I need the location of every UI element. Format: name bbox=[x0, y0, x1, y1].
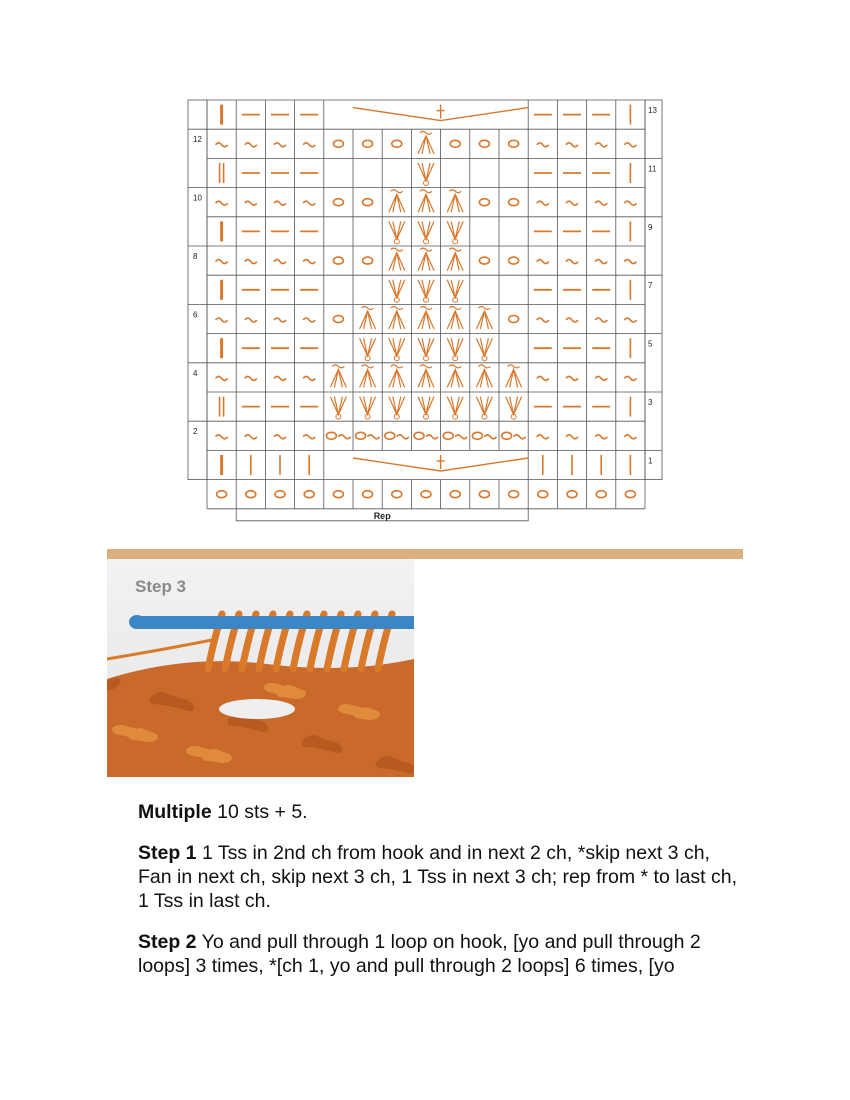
chart-tilde-mark bbox=[303, 143, 315, 147]
chart-chain-mark bbox=[479, 491, 489, 498]
chart-fan-down-mark bbox=[360, 338, 376, 356]
chart-row-label-right: 1 bbox=[648, 456, 653, 466]
chart-row-label-left: 6 bbox=[193, 310, 198, 320]
chart-fan-down-mark bbox=[360, 397, 376, 415]
step1-paragraph bbox=[138, 841, 748, 913]
chart-row-label-left: 10 bbox=[193, 193, 202, 203]
chart-chain-mark bbox=[363, 491, 373, 498]
chart-fan-up-mark bbox=[447, 311, 463, 329]
chart-tilde-mark bbox=[624, 318, 636, 322]
divider-bar bbox=[107, 549, 743, 559]
chart-chain-mark bbox=[479, 257, 489, 264]
chart-chain-mark bbox=[217, 491, 227, 498]
chart-row-label-right: 13 bbox=[648, 106, 657, 115]
chart-chain-mark bbox=[509, 140, 519, 147]
chart-fan-down-mark bbox=[389, 280, 405, 298]
chart-fan-up-mark bbox=[478, 365, 490, 368]
chart-fan-up-mark bbox=[389, 194, 405, 212]
chart-fan-down-mark bbox=[418, 221, 434, 239]
chart-tilde-mark bbox=[566, 143, 578, 147]
chart-fan-down-mark bbox=[447, 338, 463, 356]
chart-chain-mark bbox=[509, 257, 519, 264]
chart-fan-up-mark bbox=[391, 248, 403, 251]
chart-tilde-mark bbox=[514, 435, 526, 439]
chart-fan-up-mark bbox=[447, 253, 463, 271]
chart-chain-mark bbox=[443, 432, 453, 439]
chart-tilde-mark bbox=[624, 260, 636, 264]
chart-tilde-mark bbox=[624, 201, 636, 205]
chart-tilde-mark bbox=[245, 260, 257, 264]
chart-tilde-mark bbox=[274, 318, 286, 322]
chart-tilde-mark bbox=[245, 376, 257, 380]
chart-fan-up-mark bbox=[447, 194, 463, 212]
chart-fan-up-mark bbox=[418, 136, 434, 154]
step1-label: Step 1 bbox=[138, 842, 197, 864]
chart-fan-up-mark bbox=[418, 253, 434, 271]
chart-fan-up-mark bbox=[391, 190, 403, 193]
chart-fan-down-mark bbox=[447, 221, 463, 239]
chart-chain-mark bbox=[333, 491, 343, 498]
chart-chain-mark bbox=[625, 491, 635, 498]
chart-chain-mark bbox=[509, 199, 519, 206]
chart-tilde-mark bbox=[566, 435, 578, 439]
chart-chain-mark bbox=[450, 140, 460, 147]
chart-row-label-left: 8 bbox=[193, 252, 198, 261]
chart-chain-mark bbox=[275, 491, 285, 498]
chart-fan-up-mark bbox=[420, 365, 432, 368]
chart-tilde-mark bbox=[566, 376, 578, 380]
chart-fan-up-mark bbox=[420, 248, 432, 251]
chart-tilde-mark bbox=[338, 435, 350, 439]
chart-chain-mark bbox=[304, 491, 314, 498]
chart-chain-mark bbox=[479, 140, 489, 147]
chart-tilde-mark bbox=[245, 201, 257, 205]
chart-fan-up-mark bbox=[476, 311, 492, 329]
chart-row-label-right: 9 bbox=[648, 222, 653, 232]
chart-fan-up-mark bbox=[391, 365, 403, 368]
chart-fan-up-mark bbox=[391, 307, 403, 310]
chart-tilde-mark bbox=[595, 201, 607, 205]
chart-chain-mark bbox=[502, 432, 512, 439]
chart-tilde-mark bbox=[303, 435, 315, 439]
chart-tilde-mark bbox=[274, 201, 286, 205]
chart-chain-mark bbox=[333, 199, 343, 206]
chart-chain-mark bbox=[392, 140, 402, 147]
chart-tilde-mark bbox=[484, 435, 496, 439]
step-photo-image bbox=[107, 559, 414, 777]
chart-fan-up-mark bbox=[447, 369, 463, 387]
chart-tilde-mark bbox=[216, 435, 228, 439]
chart-tilde-mark bbox=[397, 435, 409, 439]
chart-fan-down-mark bbox=[418, 338, 434, 356]
chart-chain-mark bbox=[363, 199, 373, 206]
chart-fan-up-mark bbox=[449, 248, 461, 251]
chart-tilde-mark bbox=[566, 201, 578, 205]
chart-fan-up-mark bbox=[418, 194, 434, 212]
multiple-paragraph bbox=[138, 800, 748, 824]
chart-chain-mark bbox=[414, 432, 424, 439]
multiple-text: 10 sts + 5. bbox=[217, 801, 308, 823]
chart-fan-down-mark bbox=[330, 397, 346, 415]
chart-fan-down-mark bbox=[506, 397, 522, 415]
chart-chain-mark bbox=[333, 140, 343, 147]
step2-paragraph bbox=[138, 930, 748, 978]
chart-tilde-mark bbox=[216, 201, 228, 205]
chart-tilde-mark bbox=[595, 143, 607, 147]
chart-fan-up-mark bbox=[420, 307, 432, 310]
chart-chain-mark bbox=[450, 491, 460, 498]
chart-tilde-mark bbox=[216, 260, 228, 264]
chart-tilde-mark bbox=[426, 435, 438, 439]
chart-chain-mark bbox=[363, 140, 373, 147]
chart-fan-up-mark bbox=[478, 307, 490, 310]
chart-fan-up-mark bbox=[449, 307, 461, 310]
chart-chain-mark bbox=[509, 491, 519, 498]
chart-fan-down-mark bbox=[476, 397, 492, 415]
chart-fan-down-mark bbox=[389, 397, 405, 415]
chart-fan-up-mark bbox=[449, 190, 461, 193]
chart-fan-up-mark bbox=[418, 369, 434, 387]
chart-tilde-mark bbox=[566, 318, 578, 322]
chart-tilde-mark bbox=[245, 318, 257, 322]
chart-tilde-mark bbox=[537, 435, 549, 439]
chart-row-label-left: 2 bbox=[193, 427, 198, 437]
chart-fan-up-mark bbox=[330, 369, 346, 387]
chart-tilde-mark bbox=[595, 376, 607, 380]
chart-chain-mark bbox=[479, 199, 489, 206]
chart-chain-mark bbox=[538, 491, 548, 498]
chart-row-label-left: 4 bbox=[193, 368, 198, 378]
chart-fan-up-mark bbox=[389, 253, 405, 271]
chart-tilde-mark bbox=[595, 435, 607, 439]
chart-tilde-mark bbox=[274, 435, 286, 439]
step2-text: Yo and pull through 1 loop on hook, [yo and pull through 2 loops] 3 times, *[ch 1, yo and pull through 2 loops] 6 times, [yo bbox=[138, 931, 701, 977]
chart-row-label-left: 12 bbox=[193, 135, 202, 145]
chart-fan-up-mark bbox=[506, 369, 522, 387]
chart-fan-up-mark bbox=[508, 365, 520, 368]
chart-tilde-mark bbox=[595, 318, 607, 322]
chart-row-label-right: 7 bbox=[648, 281, 653, 291]
chart-tilde-mark bbox=[303, 318, 315, 322]
chart-tilde-mark bbox=[537, 318, 549, 322]
chart-tilde-mark bbox=[274, 376, 286, 380]
step1-text: 1 Tss in 2nd ch from hook and in next 2 ch, *skip next 3 ch, Fan in next ch, skip next 3 ch, 1 Tss in next 3 ch; rep from * to last ch, 1 Tss in last ch. bbox=[138, 842, 738, 912]
chart-chain-mark bbox=[472, 432, 482, 439]
chart-tilde-mark bbox=[245, 435, 257, 439]
chart-chain-mark bbox=[326, 432, 336, 439]
chart-row-label-right: 11 bbox=[648, 164, 657, 174]
chart-chain-mark bbox=[246, 491, 256, 498]
chart-fan-down-mark bbox=[418, 397, 434, 415]
chart-repeat-label: Rep bbox=[373, 510, 391, 521]
chart-chain-mark bbox=[333, 316, 343, 323]
chart-fan-down-mark bbox=[476, 338, 492, 356]
chart-fan-down-mark bbox=[389, 221, 405, 239]
chart-row-label-right: 5 bbox=[648, 339, 653, 349]
chart-fan-up-mark bbox=[420, 131, 432, 134]
chart-chain-mark bbox=[333, 257, 343, 264]
chart-tilde-mark bbox=[303, 260, 315, 264]
chart-chain-mark bbox=[509, 316, 519, 323]
chart-tilde-mark bbox=[595, 260, 607, 264]
chart-tilde-mark bbox=[537, 260, 549, 264]
chart-tilde-mark bbox=[624, 143, 636, 147]
chart-tilde-mark bbox=[216, 318, 228, 322]
chart-tilde-mark bbox=[216, 376, 228, 380]
chart-fan-up-mark bbox=[389, 369, 405, 387]
chart-fan-up-mark bbox=[389, 311, 405, 329]
chart-tilde-mark bbox=[537, 143, 549, 147]
chart-fan-up-mark bbox=[449, 365, 461, 368]
step-photo bbox=[107, 559, 414, 777]
chart-tilde-mark bbox=[624, 435, 636, 439]
stitch-chart-svg bbox=[185, 97, 665, 527]
chart-tilde-mark bbox=[624, 376, 636, 380]
chart-fan-up-mark bbox=[418, 311, 434, 329]
chart-fan-up-mark bbox=[420, 190, 432, 193]
chart-tilde-mark bbox=[216, 143, 228, 147]
chart-chain-mark bbox=[356, 432, 366, 439]
step-photo-caption: Step 3 bbox=[135, 577, 187, 596]
crochet-hook bbox=[129, 615, 414, 629]
chart-fan-down-mark bbox=[447, 397, 463, 415]
chart-fan-up-mark bbox=[332, 365, 344, 368]
step2-label: Step 2 bbox=[138, 931, 197, 953]
chart-fan-up-mark bbox=[360, 311, 376, 329]
chart-fan-up-mark bbox=[476, 369, 492, 387]
chart-chain-mark bbox=[421, 491, 431, 498]
chart-fan-up-mark bbox=[360, 369, 376, 387]
chart-tilde-mark bbox=[274, 260, 286, 264]
chart-chain-mark bbox=[596, 491, 606, 498]
chart-chain-mark bbox=[363, 257, 373, 264]
chart-tilde-mark bbox=[274, 143, 286, 147]
chart-tilde-mark bbox=[245, 143, 257, 147]
stitch-chart bbox=[185, 97, 665, 527]
chart-tilde-mark bbox=[537, 376, 549, 380]
chart-tilde-mark bbox=[537, 201, 549, 205]
chart-fan-up-mark bbox=[362, 365, 374, 368]
chart-chain-mark bbox=[385, 432, 395, 439]
chart-row-label-right: 3 bbox=[648, 398, 653, 407]
chart-chain-mark bbox=[392, 491, 402, 498]
chart-tilde-mark bbox=[566, 260, 578, 264]
chart-fan-down-mark bbox=[389, 338, 405, 356]
chart-tilde-mark bbox=[455, 435, 467, 439]
chart-tilde-mark bbox=[368, 435, 380, 439]
chart-fan-up-mark bbox=[362, 307, 374, 310]
chart-tilde-mark bbox=[303, 201, 315, 205]
chart-fan-down-mark bbox=[418, 163, 434, 181]
chart-fan-down-mark bbox=[418, 280, 434, 298]
chart-fan-down-mark bbox=[447, 280, 463, 298]
multiple-label: Multiple bbox=[138, 801, 212, 823]
chart-chain-mark bbox=[567, 491, 577, 498]
chart-tilde-mark bbox=[303, 376, 315, 380]
